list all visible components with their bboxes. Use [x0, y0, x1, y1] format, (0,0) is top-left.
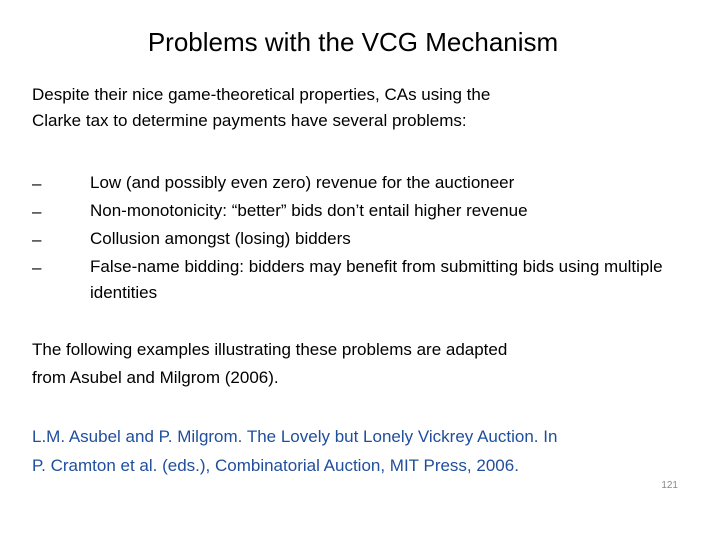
problem-item-non-monotonicity	[32, 198, 682, 224]
reference-citation	[32, 422, 692, 480]
page-number: 121	[661, 480, 678, 491]
reference-line-1: L.M. Asubel and P. Milgrom. The Lovely but Lonely Vickrey Auction. In	[32, 427, 558, 446]
problem-item-low-revenue	[32, 170, 682, 196]
examples-paragraph	[32, 336, 672, 392]
intro-line-1: Despite their nice game-theoretical properties, CAs using the	[32, 85, 491, 104]
problem-text: False-name bidding: bidders may benefit from submitting bids using multiple identities	[90, 257, 663, 302]
problem-text: Collusion amongst (losing) bidders	[90, 229, 351, 248]
slide-title: Problems with the VCG Mechanism	[147, 27, 559, 57]
examples-line-1: The following examples illustrating these problems are adapted	[32, 340, 508, 359]
intro-paragraph	[32, 82, 672, 134]
problem-text: Low (and possibly even zero) revenue for the auctioneer	[90, 173, 515, 192]
problem-text: Non-monotonicity: “better” bids don’t entail higher revenue	[90, 201, 528, 220]
intro-line-2: Clarke tax to determine payments have several problems:	[32, 111, 467, 130]
problem-item-false-name-bidding	[32, 254, 682, 306]
bullet-dash: –	[32, 202, 42, 221]
problem-item-collusion	[32, 226, 682, 252]
bullet-dash: –	[32, 174, 42, 193]
bullet-dash: –	[32, 230, 42, 249]
reference-line-2: P. Cramton et al. (eds.), Combinatorial Auction, MIT Press, 2006.	[32, 456, 519, 475]
examples-line-2: from Asubel and Milgrom (2006).	[32, 368, 279, 387]
problem-list	[32, 170, 682, 306]
bullet-dash: –	[32, 258, 42, 277]
